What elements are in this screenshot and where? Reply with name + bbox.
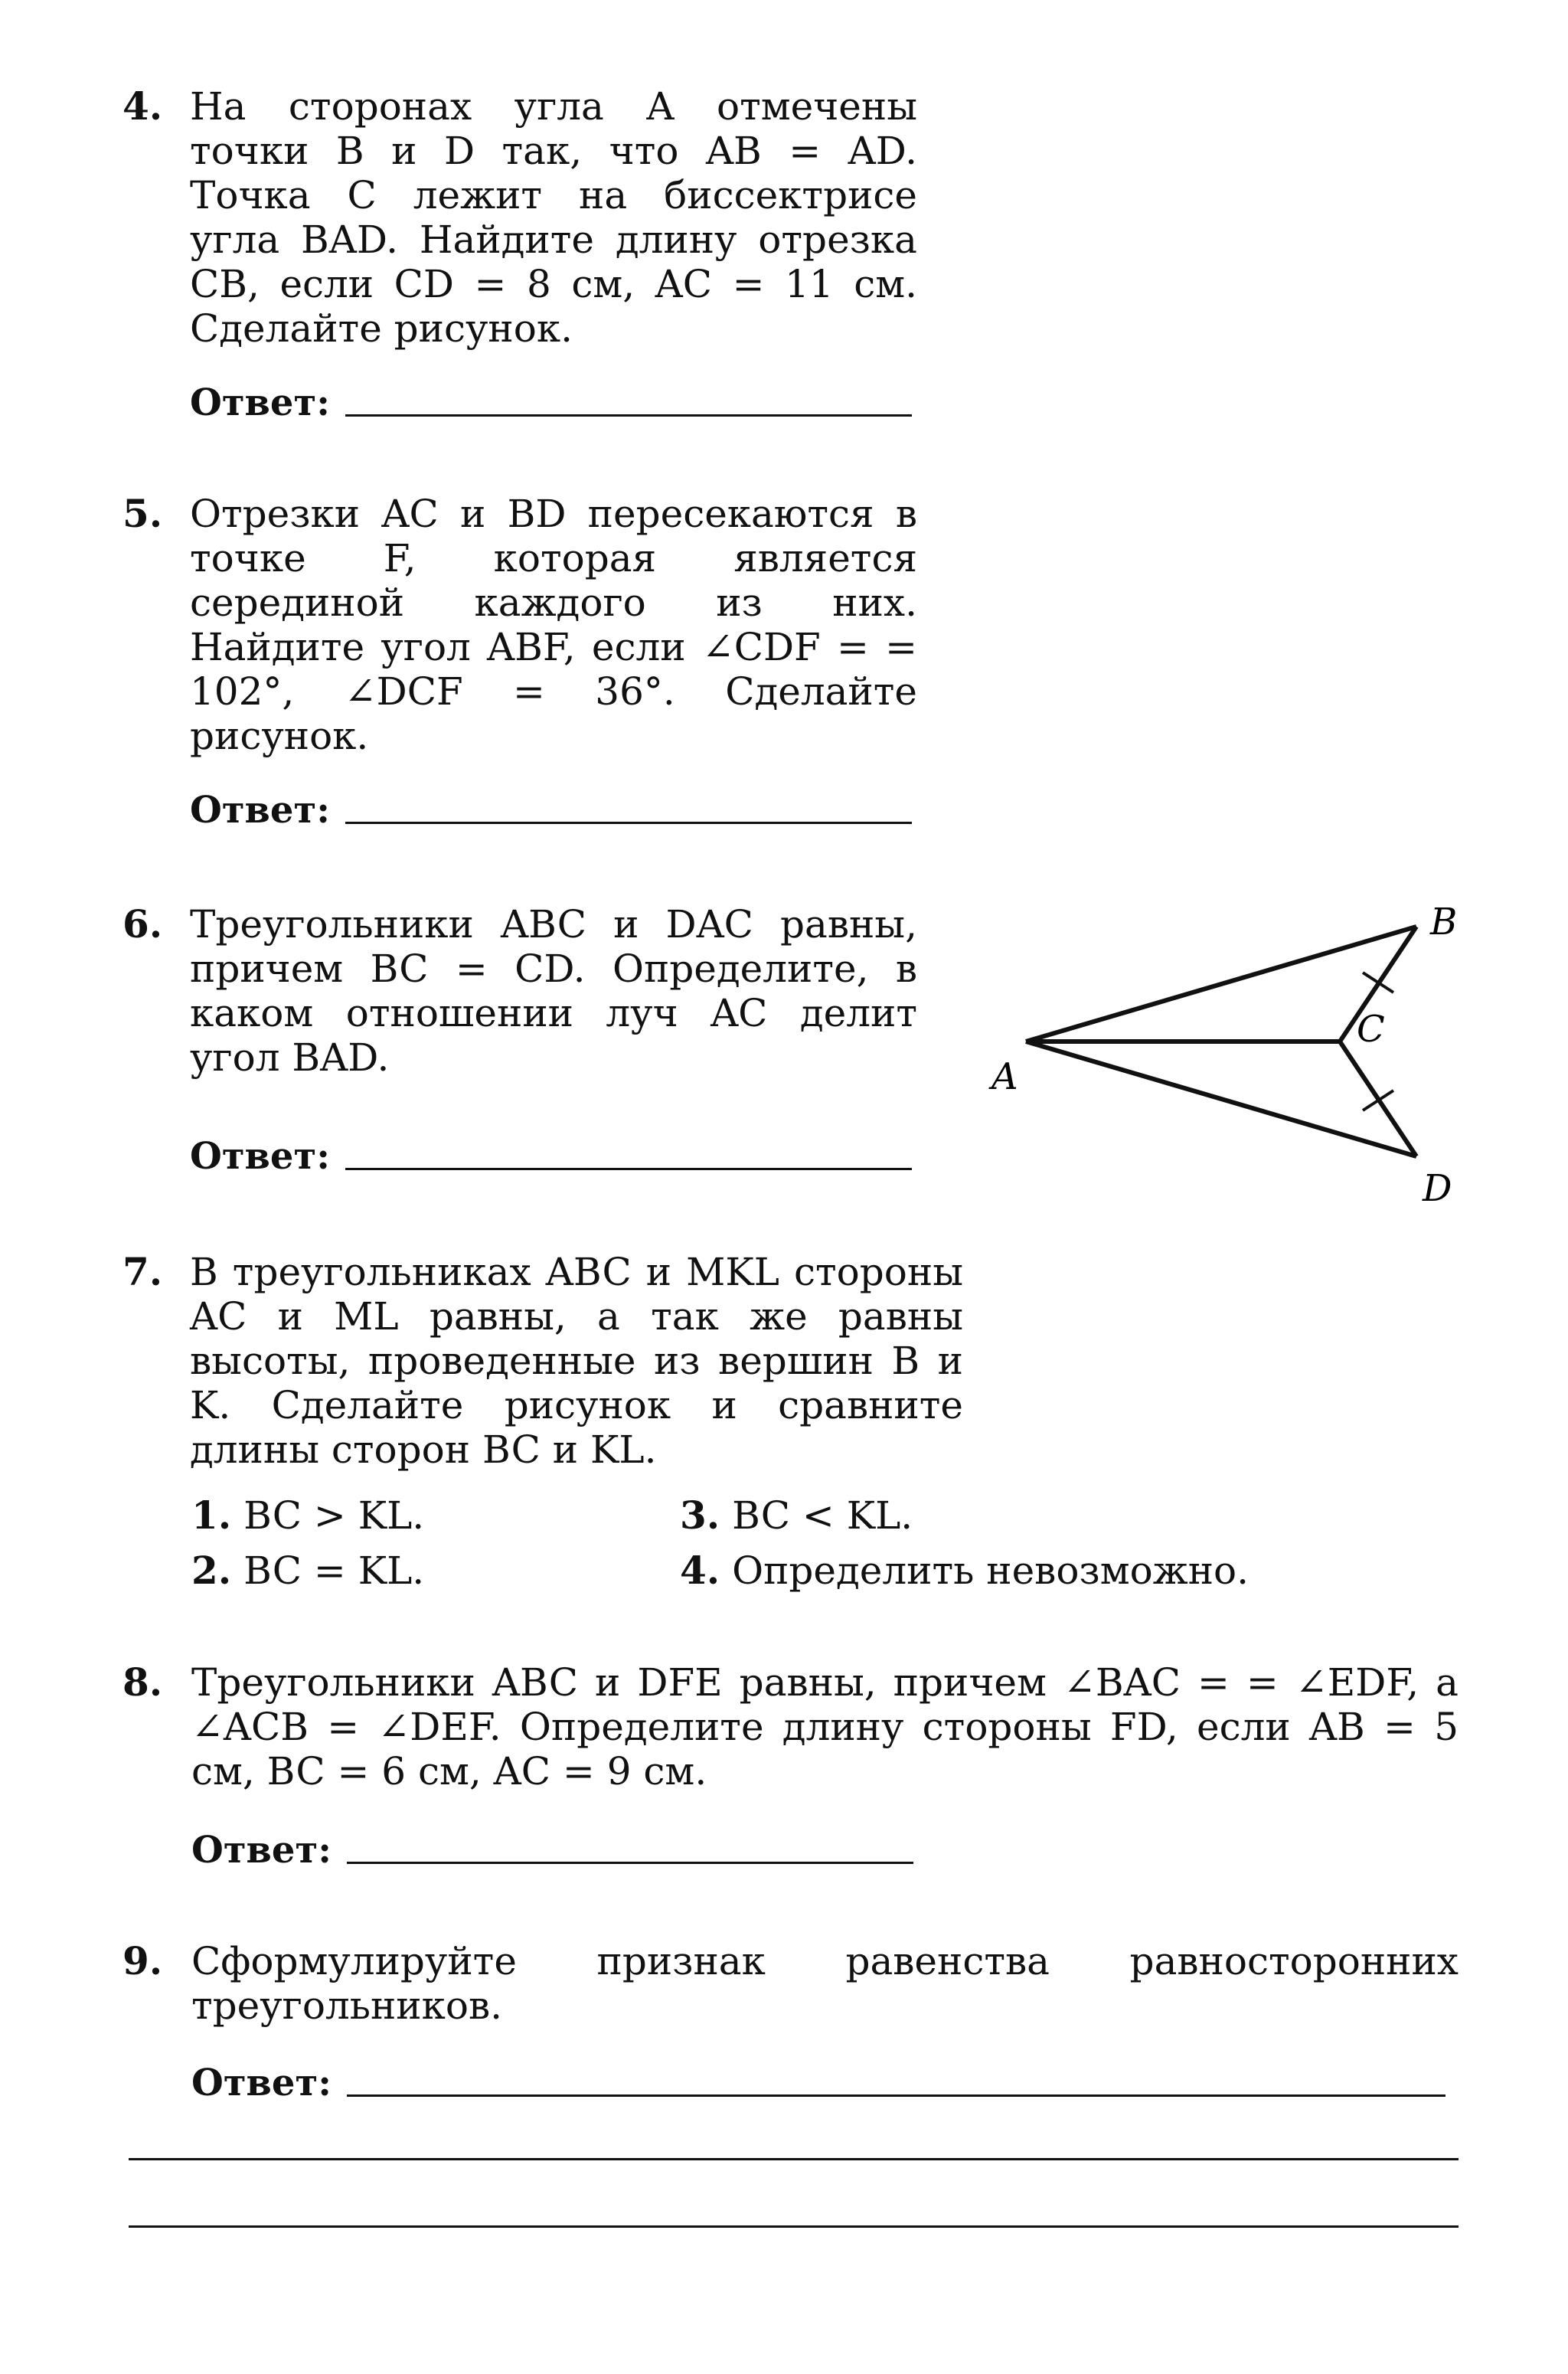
answer-field[interactable] [345,1168,912,1170]
triangle-figure [957,888,1478,1213]
option-text: BC = KL. [243,1548,425,1593]
problem-text: Сформулируйте признак равенства равносторонних треугольников. [191,1939,1459,2028]
option-text: Определить невозможно. [732,1548,1250,1593]
answer-extra-line[interactable] [129,2225,1459,2228]
label-c: C [1357,1008,1385,1051]
problem-number: 6. [122,901,163,947]
label-d: D [1423,1167,1452,1210]
answer-label: Ответ: [190,1135,330,1178]
answer-label: Ответ: [190,381,330,424]
option-4[interactable] [680,1548,1249,1593]
option-3[interactable] [680,1493,913,1538]
answer-row-5 [190,789,912,832]
option-1[interactable] [191,1493,424,1538]
answer-label: Ответ: [191,2062,332,2104]
segment-ad [1026,1041,1416,1156]
answer-field[interactable] [347,1862,913,1864]
option-2[interactable] [191,1548,424,1593]
problem-text: Треугольники ABC и DFE равны, причем ∠BAC = = ∠EDF, а ∠ACB = ∠DEF. Определите длину стороны FD, если AB = 5 см, BC = 6 см, AC = 9 см. [191,1660,1459,1794]
problem-text: Треугольники ABC и DAC равны, причем BC = CD. Определите, в каком отношении луч AC делит угол BAD. [190,902,917,1080]
problem-number: 8. [122,1660,163,1705]
label-a: A [991,1055,1018,1098]
problem-number: 4. [122,83,163,129]
problem-text: В треугольниках ABC и MKL стороны AC и ML равны, а так же равны высоты, проведенные из вершин B и K. Сделайте рисунок и сравните длины сторон BC и KL. [190,1250,963,1472]
answer-row-8 [191,1829,913,1872]
option-text: BC < KL. [732,1493,913,1538]
label-b: B [1430,901,1458,943]
triangle-diagram [957,888,1478,1210]
option-number: 1. [191,1493,232,1538]
answer-label: Ответ: [191,1829,332,1872]
answer-label: Ответ: [190,789,330,832]
problem-number: 7. [122,1249,163,1294]
answer-field[interactable] [347,2094,1446,2097]
option-number: 4. [680,1548,720,1593]
answer-extra-line[interactable] [129,2158,1459,2160]
problem-text: Отрезки AC и BD пересекаются в точке F, которая является серединой каждого из них. Найдите угол ABF, если ∠CDF = = 102°, ∠DCF = 36°. Сделайте рисунок. [190,492,917,758]
tick-mark-bc [1363,973,1393,992]
problem-number: 9. [122,1938,163,1983]
tick-mark-cd [1363,1091,1393,1110]
option-text: BC > KL. [243,1493,425,1538]
answer-row-6 [190,1135,912,1178]
answer-row-4 [190,381,912,424]
answer-field[interactable] [345,414,912,417]
answer-field[interactable] [345,822,912,824]
problem-text: На сторонах угла A отмечены точки B и D так, что AB = AD. Точка C лежит на биссектрисе угла BAD. Найдите длину отрезка CB, если CD = 8 см, AC = 11 см. Сделайте рисунок. [190,84,917,351]
option-number: 2. [191,1548,232,1593]
answer-row-9 [191,2062,1446,2104]
option-number: 3. [680,1493,720,1538]
problem-number: 5. [122,491,163,536]
